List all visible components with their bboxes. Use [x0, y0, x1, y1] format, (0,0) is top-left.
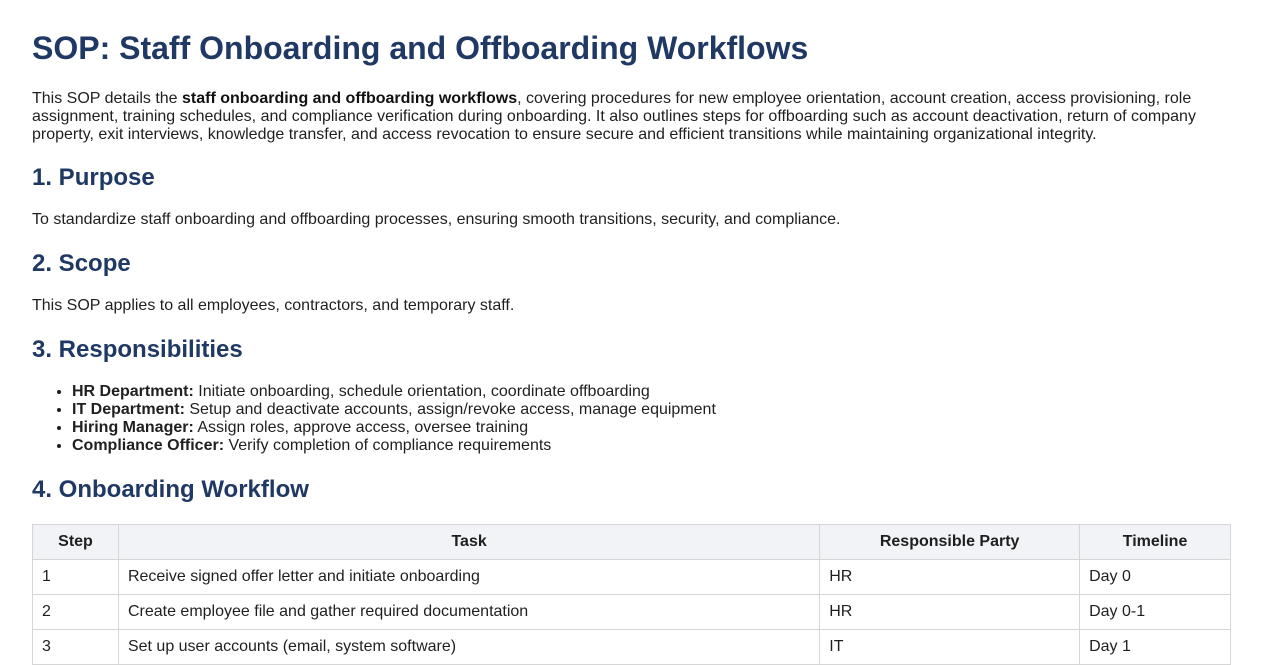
purpose-text: To standardize staff onboarding and offboarding processes, ensuring smooth transitions, security, and compliance. [32, 211, 841, 228]
page-title: SOP: Staff Onboarding and Offboarding Workflows [32, 30, 809, 66]
list-item [72, 419, 716, 437]
role-name: IT Department: [72, 401, 185, 418]
list-item [72, 383, 716, 401]
role-description: Verify completion of compliance requirements [224, 437, 552, 454]
intro-text-end: , covering procedures for new employee orientation, account creation, access provisioning, role assignment, training schedules, and compliance verification during onboarding. It also outlines steps for offboarding such as account deactivation, return of company property, exit interviews, knowledge transfer, and access revocation to ensure secure and efficient transitions while maintaining organizational integrity. [32, 90, 1196, 143]
table-header-row [33, 525, 1231, 560]
party-cell: IT [820, 630, 1080, 665]
step-cell: 1 [33, 560, 119, 595]
scope-text: This SOP applies to all employees, contractors, and temporary staff. [32, 297, 515, 314]
role-name: Compliance Officer: [72, 437, 225, 454]
role-description: Assign roles, approve access, oversee training [193, 419, 529, 436]
table-row [33, 630, 1231, 665]
timeline-cell: Day 1 [1080, 630, 1231, 665]
party-cell: HR [820, 560, 1080, 595]
intro-bold-text: staff onboarding and offboarding workflows [182, 90, 518, 107]
table-row [33, 595, 1231, 630]
responsibilities-heading: 3. Responsibilities [32, 336, 243, 363]
onboarding-heading: 4. Onboarding Workflow [32, 476, 309, 503]
party-cell: HR [820, 595, 1080, 630]
responsibilities-list [32, 383, 716, 455]
task-cell: Set up user accounts (email, system software) [118, 630, 819, 665]
task-cell: Receive signed offer letter and initiate onboarding [118, 560, 819, 595]
timeline-cell: Day 0-1 [1080, 595, 1231, 630]
scope-heading: 2. Scope [32, 250, 131, 277]
intro-paragraph [32, 90, 1212, 144]
purpose-heading: 1. Purpose [32, 164, 155, 191]
column-header-task: Task [118, 525, 819, 560]
step-cell: 2 [33, 595, 119, 630]
table-row [33, 560, 1231, 595]
onboarding-table [32, 524, 1231, 665]
intro-text-start: This SOP details the [32, 90, 182, 107]
column-header-responsible-party: Responsible Party [820, 525, 1080, 560]
list-item [72, 437, 716, 455]
role-name: HR Department: [72, 383, 194, 400]
task-cell: Create employee file and gather required documentation [118, 595, 819, 630]
step-cell: 3 [33, 630, 119, 665]
role-description: Setup and deactivate accounts, assign/revoke access, manage equipment [184, 401, 716, 418]
role-name: Hiring Manager: [72, 419, 194, 436]
timeline-cell: Day 0 [1080, 560, 1231, 595]
column-header-step: Step [33, 525, 119, 560]
column-header-timeline: Timeline [1080, 525, 1231, 560]
list-item [72, 401, 716, 419]
role-description: Initiate onboarding, schedule orientation, coordinate offboarding [193, 383, 650, 400]
